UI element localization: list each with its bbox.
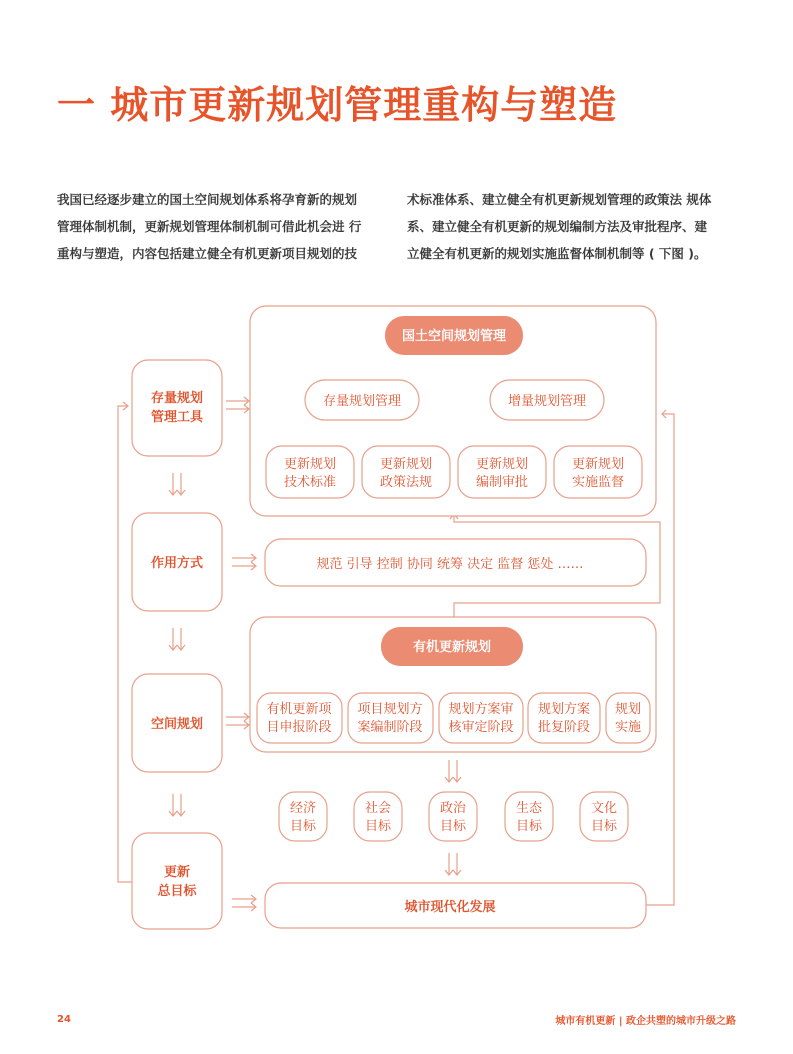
item-node-label: 技术标准 xyxy=(283,475,337,490)
branch-node-label: 存量规划管理 xyxy=(322,394,402,409)
item-node-label: 编制审批 xyxy=(475,475,529,490)
root-node-label: 有机更新规划 xyxy=(412,640,492,655)
stage-node-label: 规划方案 xyxy=(537,702,591,717)
stage-node xyxy=(606,693,650,743)
paragraph-line: 管理体制机制，更新规划管理体制机制可借此机会进 行 xyxy=(57,219,362,234)
paragraph-line: 系、建立健全有机更新的规划编制方法及审批程序、建 xyxy=(407,219,708,234)
final-bar-text: 城市现代化发展 xyxy=(404,900,496,915)
stage-node-label: 实施 xyxy=(614,720,642,735)
goal-nodes xyxy=(279,792,628,841)
item-node-label: 政策法规 xyxy=(379,475,433,490)
double-arrow-down-icon xyxy=(169,794,185,816)
stage-node xyxy=(348,693,433,743)
goal-node-label: 经济 xyxy=(289,801,317,816)
double-arrow-right-icon xyxy=(232,554,256,570)
final-bar xyxy=(265,883,646,928)
mode-bar xyxy=(265,539,646,586)
stage-node-label: 目申报阶段 xyxy=(266,720,332,735)
box-label-line: 存量规划 xyxy=(150,391,204,406)
double-arrow-down-icon xyxy=(445,760,461,782)
stage-node xyxy=(257,693,342,743)
page-title: 一 城市更新规划管理重构与塑造 xyxy=(57,83,618,127)
goal-node-label: 目标 xyxy=(439,819,467,834)
paragraph-line: 我国已经逐步建立的国土空间规划体系将孕育新的规划 xyxy=(57,192,358,207)
feedback-loop-left-line xyxy=(118,406,132,882)
left-spatial-box xyxy=(132,674,222,772)
paragraph-line: 重构与塑造，内容包括建立健全有机更新项目规划的技 xyxy=(57,246,358,261)
stage-node-label: 有机更新项 xyxy=(266,702,332,717)
stage-node-label: 批复阶段 xyxy=(537,720,591,735)
goal-node-label: 政治 xyxy=(439,801,467,816)
double-arrow-down-icon xyxy=(445,853,461,875)
item-node-label: 更新规划 xyxy=(379,457,433,472)
top-section xyxy=(250,306,656,516)
box-label-line: 管理工具 xyxy=(150,410,204,425)
item-node-label: 更新规划 xyxy=(475,457,529,472)
item-node-label: 实施监督 xyxy=(571,475,625,490)
box-label-line: 空间规划 xyxy=(150,717,204,732)
left-tools-box xyxy=(132,360,222,456)
goal-node-label: 社会 xyxy=(364,801,392,816)
stage-node-label: 项目规划方 xyxy=(357,702,423,717)
mode-bar-text: 规范 引导 控制 协同 统筹 决定 监督 惩处 …… xyxy=(316,557,584,572)
stage-node xyxy=(439,693,523,743)
stage-node-label: 规划 xyxy=(614,702,642,717)
double-arrow-down-icon xyxy=(169,473,185,495)
paragraph-line: 立健全有机更新的规划实施监督体制机制等 ( 下图 )。 xyxy=(407,246,707,261)
page-number: 24 xyxy=(57,1014,71,1025)
double-arrow-right-icon xyxy=(226,713,249,729)
middle-section xyxy=(250,617,656,752)
footer-text: 城市有机更新 | 政企共塑的城市升级之路 xyxy=(555,1016,736,1027)
goal-node-label: 生态 xyxy=(515,801,543,816)
goal-node-label: 文化 xyxy=(590,801,618,816)
goal-node-label: 目标 xyxy=(289,819,317,834)
root-node-label: 国土空间规划管理 xyxy=(401,329,507,344)
left-mode-box xyxy=(132,513,222,611)
branch-node-label: 增量规划管理 xyxy=(507,394,587,409)
left-goal-box xyxy=(132,833,222,929)
box-label-line: 总目标 xyxy=(157,884,197,899)
stage-node-label: 核审定阶段 xyxy=(448,720,514,735)
item-node-supervision xyxy=(554,446,642,498)
box-label-line: 作用方式 xyxy=(150,556,204,571)
double-arrow-down-icon xyxy=(169,628,185,650)
goal-node-label: 目标 xyxy=(364,819,392,834)
stage-node-label: 案编制阶段 xyxy=(357,720,423,735)
stage-node-label: 规划方案审 xyxy=(448,702,514,717)
item-node-tech-standard xyxy=(266,446,354,498)
goal-node-label: 目标 xyxy=(590,819,618,834)
stage-node xyxy=(528,693,600,743)
box-label-line: 更新 xyxy=(163,865,191,880)
double-arrow-right-icon xyxy=(226,397,249,413)
item-node-label: 更新规划 xyxy=(283,457,337,472)
goal-node-label: 目标 xyxy=(515,819,543,834)
item-node-approval xyxy=(458,446,546,498)
paragraph-line: 术标准体系、建立健全有机更新规划管理的政策法 规体 xyxy=(407,192,712,207)
double-arrow-right-icon xyxy=(232,895,256,911)
item-node-policy xyxy=(362,446,450,498)
item-node-label: 更新规划 xyxy=(571,457,625,472)
